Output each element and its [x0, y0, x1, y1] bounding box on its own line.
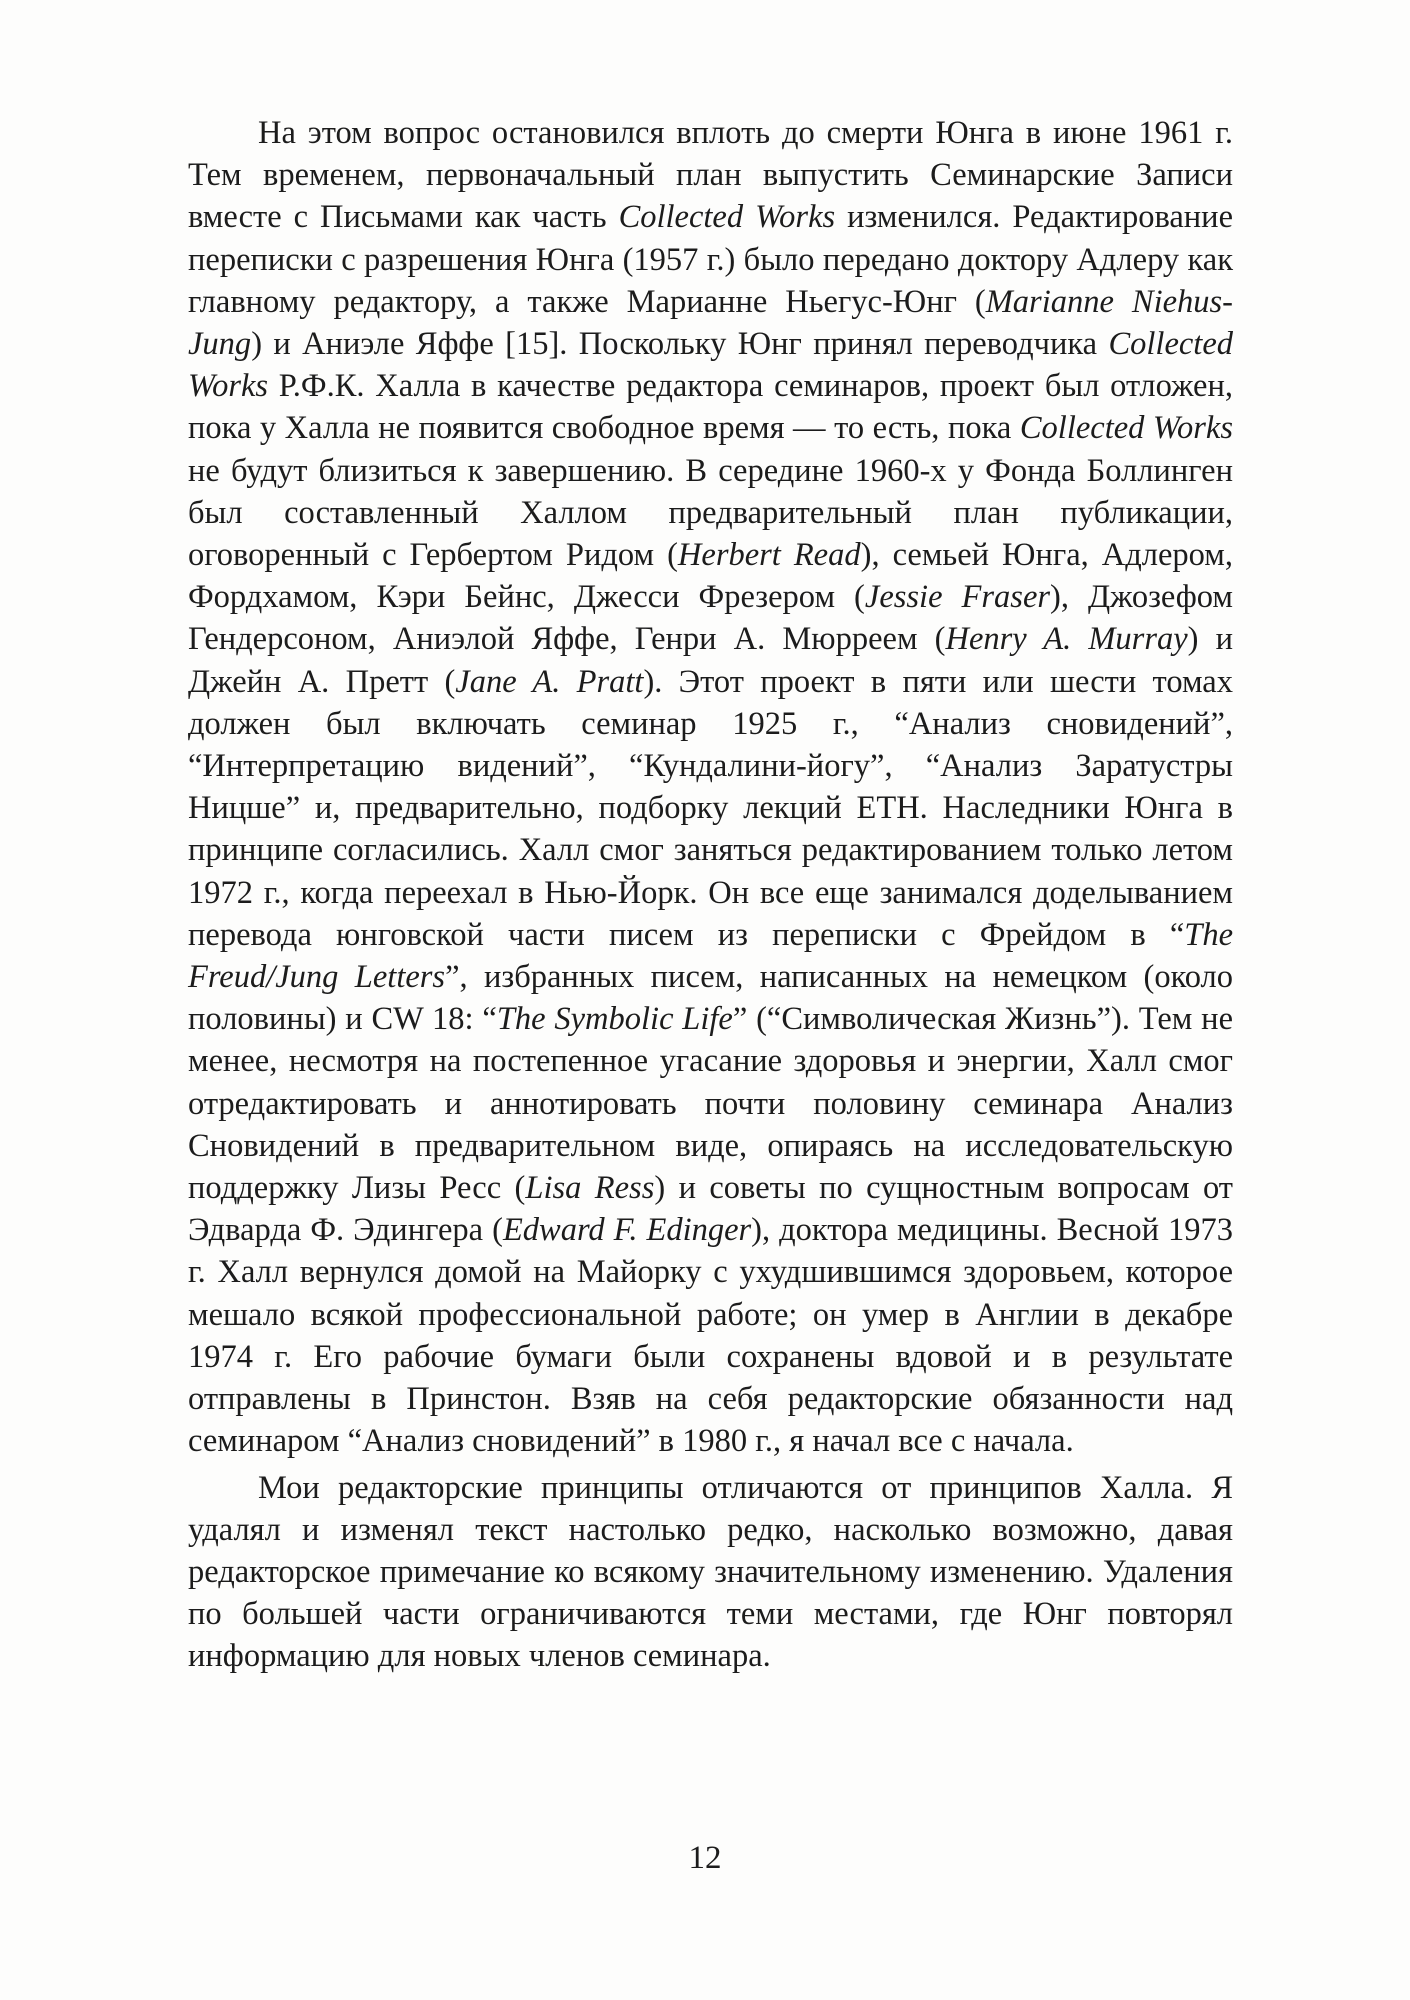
italic-run: Jessie Fraser	[864, 579, 1051, 616]
italic-run: The Symbolic Life	[496, 1001, 733, 1038]
italic-run: The Freud/Jung Letters	[188, 916, 1233, 996]
text-run: не будут близиться к завершению. В середине 1960-х у Фонда Боллинген был составленный Халлом предварительный план публикации, оговоренный с Гербертом Ридом (	[188, 452, 1233, 574]
italic-run: Herbert Read	[677, 537, 861, 574]
text-run: ” (“Символическая Жизнь”). Тем не менее, несмотря на постепенное угасание здоровья и энергии, Халл смог отредактировать и аннотировать почти половину семинара Анализ Сновидений в предварительном виде, опираясь на исследовательскую поддержку Лизы Ресс (	[188, 1001, 1233, 1207]
page-number: 12	[688, 1840, 722, 1876]
italic-run: Collected Works	[1019, 410, 1233, 447]
paragraph	[188, 1467, 1233, 1678]
italic-run: Marianne Niehus-Jung	[188, 283, 1233, 363]
text-run: На этом вопрос остановился вплоть до смерти Юнга в июне 1961 г. Тем временем, первоначальный план выпустить Семинарские Записи вместе с Письмами как часть	[188, 115, 1233, 236]
italic-run: Collected Works	[618, 199, 836, 236]
text-run: ), семьей Юнга, Адлером, Фордхамом, Кэри Бейнс, Джесси Фрезером (	[188, 537, 1233, 616]
italic-run: Jane A. Pratt	[455, 663, 644, 700]
italic-run: Henry A. Murray	[945, 621, 1188, 658]
italic-run: Collected Works	[188, 326, 1233, 405]
text-run: ) и Джейн А. Претт (	[188, 621, 1234, 700]
body-text	[188, 112, 1233, 1678]
text-run: ), доктора медицины. Весной 1973 г. Халл вернулся домой на Майорку с ухудшившимся здоровьем, которое мешало всякой профессиональной работе; он умер в Англии в декабре 1974 г. Его рабочие бумаги были сохранены вдовой и в результате отправлены в Принстон. Взяв на себя редакторские обязанности над семинаром “Анализ сновидений” в 1980 г., я начал все с начала.	[188, 1212, 1234, 1460]
paragraph	[188, 112, 1233, 1463]
text-run: ). Этот проект в пяти или шести томах должен был включать семинар 1925 г., “Анализ сновидений”, “Интерпретацию видений”, “Кундалини-йогу”, “Анализ Заратустры Ницше” и, предварительно, подборку лекций ETH. Наследники Юнга в принципе согласились. Халл смог заняться редактированием только летом 1972 г., когда переехал в Нью-Йорк. Он все еще занимался доделыванием перевода юнговской части писем из переписки с Фрейдом в “	[188, 663, 1233, 953]
italic-run: Lisa Ress	[525, 1170, 655, 1207]
text-run: ), Джозефом Гендерсоном, Аниэлой Яффе, Генри А. Мюрреем (	[188, 579, 1233, 658]
text-run: Мои редакторские принципы отличаются от принципов Халла. Я удалял и изменял текст настолько редко, насколько возможно, давая редакторское примечание ко всякому значительному изменению. Удаления по большей части ограничиваются теми местами, где Юнг повторял информацию для новых членов семинара.	[188, 1469, 1233, 1675]
text-run: ) и советы по сущностным вопросам от Эдварда Ф. Эдингера (	[188, 1170, 1233, 1249]
text-run: ”, избранных писем, написанных на немецком (около половины) и CW 18: “	[188, 959, 1233, 1038]
italic-run: Edward F. Edinger	[502, 1212, 752, 1249]
text-run: Р.Ф.К. Халла в качестве редактора семинаров, проект был отложен, пока у Халла не появится свободное время — то есть, пока	[188, 368, 1233, 447]
text-run: ) и Аниэле Яффе [15]. Поскольку Юнг принял переводчика	[251, 326, 1109, 363]
text-run: изменился. Редактирование переписки с разрешения Юнга (1957 г.) было передано доктору Адлеру как главному редактору, а также Марианне Ньегус-Юнг (	[188, 199, 1233, 320]
